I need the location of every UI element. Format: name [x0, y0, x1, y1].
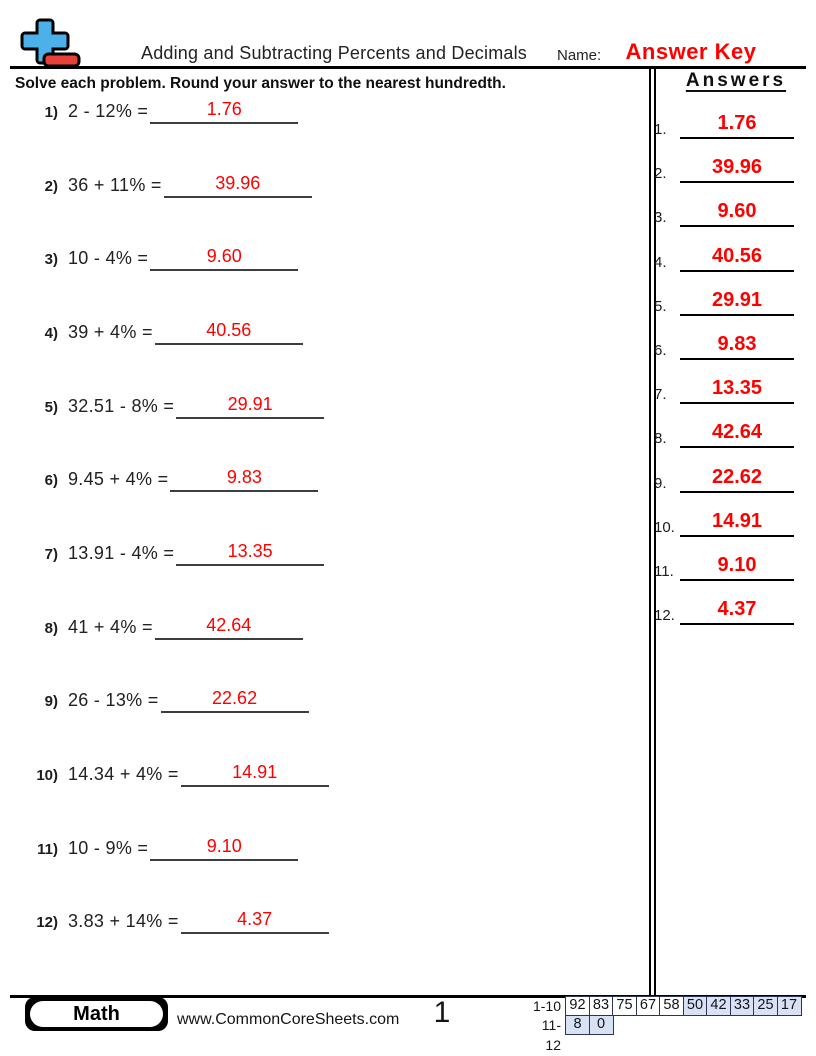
problem-expression: 32.51 - 8% = [68, 396, 175, 416]
answer-number: 9. [654, 475, 667, 492]
header-divider-line [10, 66, 806, 69]
score-cell: 50 [683, 996, 708, 1016]
answer-number: 2. [654, 165, 667, 182]
answer-number: 5. [654, 298, 667, 315]
problem-expression: 26 - 13% = [68, 690, 159, 710]
score-cell: 58 [659, 996, 684, 1016]
problem-number: 10) [36, 767, 58, 784]
problem-number: 12) [36, 914, 58, 931]
problem-answer-line: 14.91 [181, 762, 329, 787]
answer-item-11 [654, 551, 794, 581]
answer-value: 39.96 [680, 156, 794, 183]
score-row-11-12 [527, 1015, 802, 1053]
answer-item-1 [654, 109, 794, 139]
problem-answer-line: 40.56 [155, 320, 303, 345]
subject-badge-label: Math [30, 1001, 163, 1027]
problem-expression: 3.83 + 14% = [68, 911, 179, 931]
problem-number: 3) [44, 251, 58, 268]
problem-answer-line: 29.91 [176, 394, 324, 419]
answer-value: 13.35 [680, 377, 794, 404]
problem-number: 8) [44, 620, 58, 637]
answer-value: 42.64 [680, 421, 794, 448]
website-text: www.CommonCoreSheets.com [177, 1011, 400, 1028]
answer-item-5 [654, 286, 794, 316]
instructions-text: Solve each problem. Round your answer to the nearest hundredth. [15, 75, 506, 92]
score-cell: 0 [589, 1015, 614, 1035]
problem-number: 9) [44, 693, 58, 710]
answer-number: 7. [654, 386, 667, 403]
problem-row-5 [20, 393, 324, 419]
problem-row-10 [20, 761, 329, 787]
problem-answer-line: 13.35 [176, 541, 324, 566]
answer-value: 9.10 [680, 554, 794, 581]
problem-number: 1) [44, 104, 58, 121]
problem-number: 7) [44, 546, 58, 563]
page-title: Adding and Subtracting Percents and Decimals [140, 43, 528, 63]
problem-row-11 [20, 835, 298, 861]
score-cell: 75 [612, 996, 637, 1016]
answer-number: 6. [654, 342, 667, 359]
answer-number: 12. [654, 607, 675, 624]
problem-number: 5) [44, 399, 58, 416]
score-cell: 92 [565, 996, 590, 1016]
answer-number: 8. [654, 430, 667, 447]
answer-item-2 [654, 153, 794, 183]
problem-answer-line: 4.37 [181, 909, 329, 934]
score-cell: 17 [777, 996, 802, 1016]
problem-answer-line: 22.62 [161, 688, 309, 713]
answer-value: 22.62 [680, 466, 794, 493]
problem-number: 4) [44, 325, 58, 342]
score-row-1-10 [527, 996, 802, 1016]
score-cell: 25 [753, 996, 778, 1016]
answer-number: 4. [654, 254, 667, 271]
problem-number: 11) [37, 841, 58, 858]
problem-expression: 9.45 + 4% = [68, 469, 169, 489]
score-cell: 83 [589, 996, 614, 1016]
score-row-label: 1-10 [532, 998, 561, 1014]
score-row-label: 11-12 [541, 1016, 561, 1053]
problem-row-7 [20, 540, 324, 566]
answer-key-text: Answer Key [625, 39, 757, 64]
problem-row-4 [20, 319, 303, 345]
answer-item-3 [654, 197, 794, 227]
problem-answer-line: 1.76 [150, 99, 298, 124]
problem-answer-line: 9.10 [150, 836, 298, 861]
score-cell: 67 [636, 996, 661, 1016]
problem-answer-line: 42.64 [155, 615, 303, 640]
plus-minus-logo-icon [16, 18, 84, 73]
problem-row-3 [20, 245, 298, 271]
problem-row-9 [20, 687, 309, 713]
answer-number: 1. [654, 121, 667, 138]
problem-answer-line: 9.83 [170, 467, 318, 492]
problem-expression: 13.91 - 4% = [68, 543, 175, 563]
problem-row-12 [20, 908, 329, 934]
answer-value: 9.60 [680, 200, 794, 227]
answer-value: 40.56 [680, 245, 794, 272]
problem-number: 2) [44, 178, 58, 195]
problem-number: 6) [44, 472, 58, 489]
score-table [527, 996, 802, 1053]
answers-panel-title: Answers [685, 70, 787, 91]
problem-expression: 36 + 11% = [68, 175, 162, 195]
problem-row-8 [20, 614, 303, 640]
answer-value: 9.83 [680, 333, 794, 360]
answer-item-10 [654, 507, 794, 537]
problem-expression: 41 + 4% = [68, 617, 153, 637]
answer-item-12 [654, 595, 794, 625]
problem-answer-line: 9.60 [150, 246, 298, 271]
problem-expression: 14.34 + 4% = [68, 764, 179, 784]
answer-item-7 [654, 374, 794, 404]
score-cell: 33 [730, 996, 755, 1016]
problem-answer-line: 39.96 [164, 173, 312, 198]
answer-number: 11. [654, 563, 674, 580]
page-number: 1 [433, 996, 451, 1029]
subject-badge [25, 997, 168, 1031]
answer-value: 14.91 [680, 510, 794, 537]
problem-expression: 39 + 4% = [68, 322, 153, 342]
answer-value: 29.91 [680, 289, 794, 316]
problem-row-6 [20, 466, 318, 492]
problem-expression: 2 - 12% = [68, 101, 149, 121]
answer-item-6 [654, 330, 794, 360]
name-label: Name: [557, 47, 602, 64]
answer-value: 4.37 [680, 598, 794, 625]
problem-row-2 [20, 172, 312, 198]
score-cell: 42 [706, 996, 731, 1016]
answer-number: 3. [654, 209, 667, 226]
answer-item-8 [654, 418, 794, 448]
problem-expression: 10 - 4% = [68, 248, 149, 268]
answer-number: 10. [654, 519, 675, 536]
problem-row-1 [20, 98, 298, 124]
answer-value: 1.76 [680, 112, 794, 139]
answer-item-4 [654, 242, 794, 272]
problem-expression: 10 - 9% = [68, 838, 149, 858]
score-cell: 8 [565, 1015, 590, 1035]
answer-item-9 [654, 463, 794, 493]
